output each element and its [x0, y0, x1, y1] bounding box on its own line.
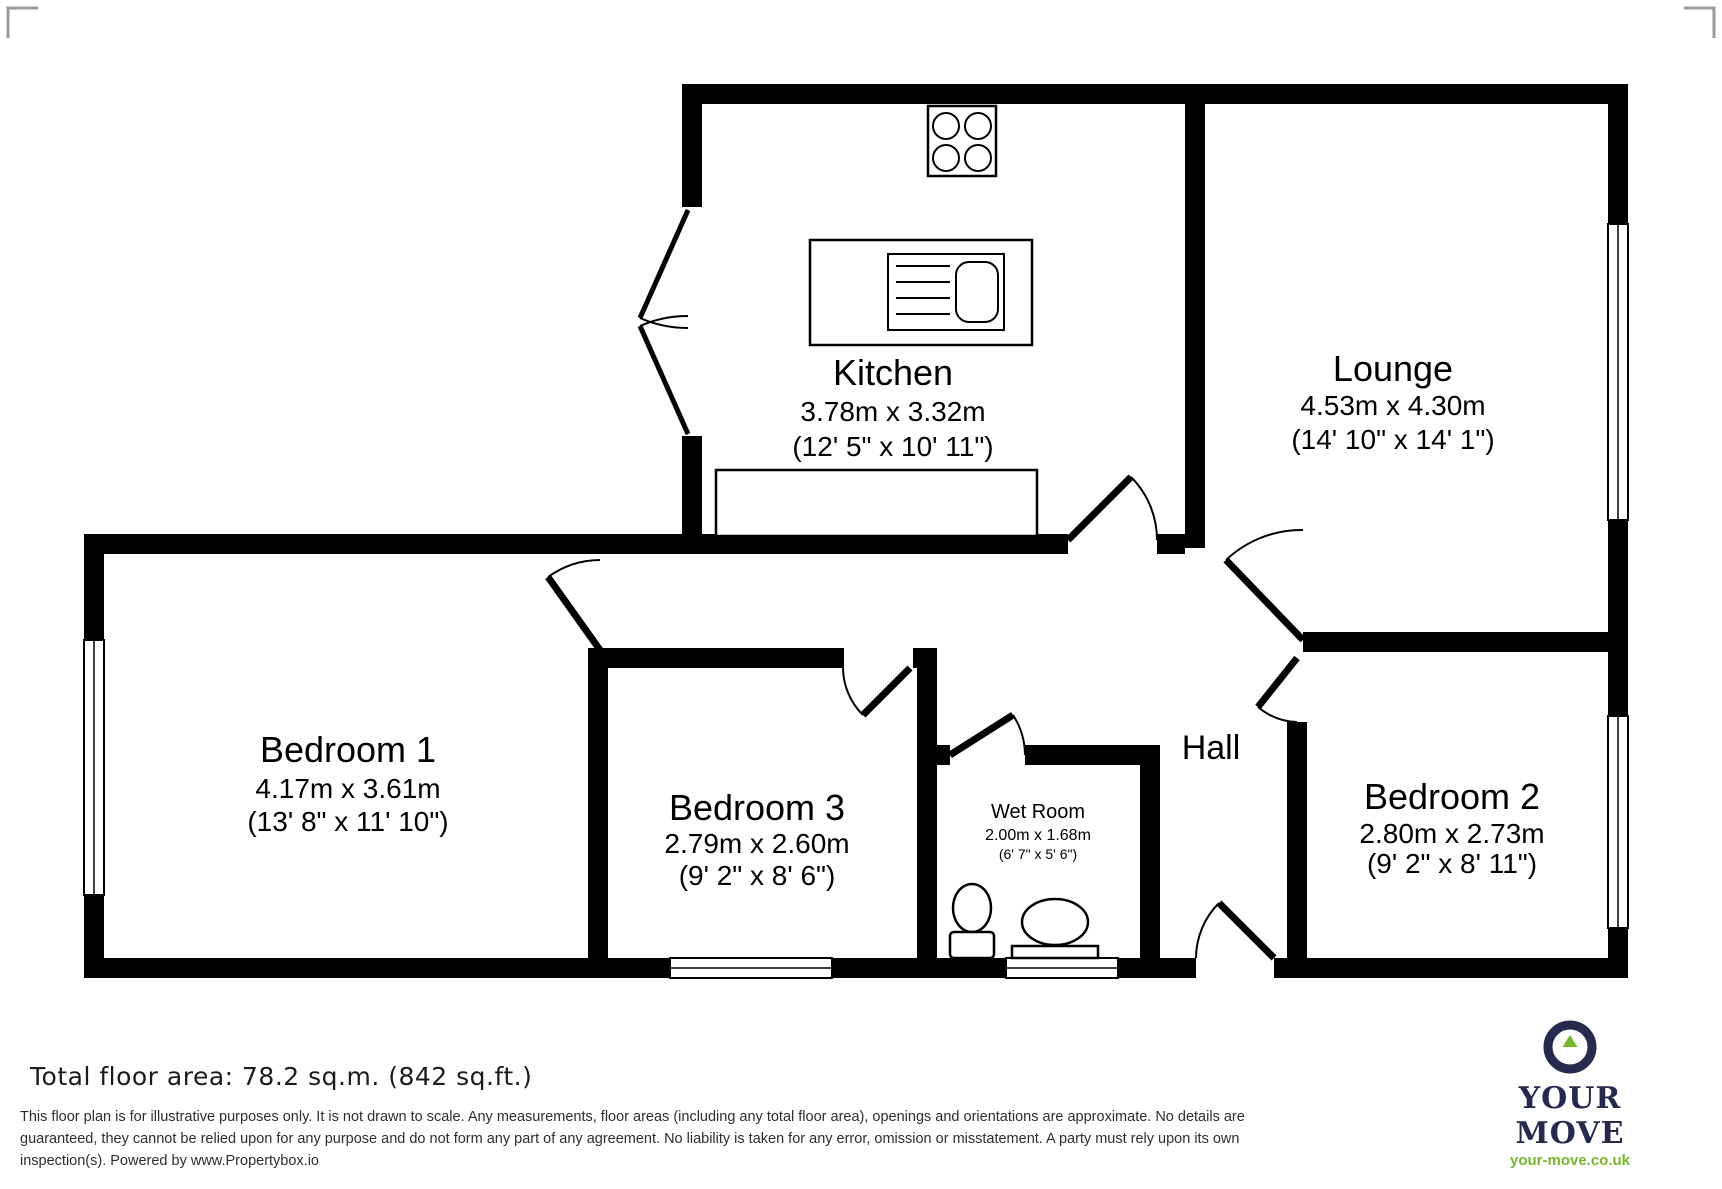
bedroom2-imperial: (9' 2" x 8' 11") [1366, 848, 1538, 879]
bedroom2-metric: 2.80m x 2.73m [1359, 818, 1545, 849]
bedroom1-window [84, 640, 104, 895]
kitchen-label: Kitchen [832, 352, 954, 393]
wet-room-imperial: (6' 7" x 5' 6") [998, 846, 1078, 862]
lounge-window [1608, 224, 1628, 520]
bedroom1-imperial: (13' 8" x 11' 10") [247, 806, 449, 837]
room-labels [247, 348, 1544, 891]
your-move-ring-icon [1543, 1020, 1597, 1074]
kitchen-metric: 3.78m x 3.32m [800, 396, 986, 427]
bedroom2-window [1608, 716, 1628, 928]
kitchen-french-doors [640, 210, 688, 434]
lounge-label: Lounge [1332, 348, 1454, 389]
cropmark-top-right [1684, 8, 1714, 38]
kitchen-island-sink-icon [810, 240, 1032, 345]
your-move-logo [1470, 1020, 1670, 1169]
wet-room-window [1006, 958, 1118, 978]
bedroom1-label: Bedroom 1 [259, 729, 437, 770]
bedroom3-door [843, 668, 910, 715]
wet-room-door [950, 715, 1025, 755]
bedroom3-imperial: (9' 2" x 8' 6") [678, 860, 836, 891]
hall-label: Hall [1181, 729, 1241, 767]
bedroom3-label: Bedroom 3 [668, 787, 846, 828]
kitchen-counter [716, 470, 1037, 536]
bedroom1-metric: 4.17m x 3.61m [255, 773, 441, 804]
toilet-icon [950, 884, 994, 958]
front-door [1196, 903, 1274, 958]
brand-wordmark: YOUR MOVE [1515, 1081, 1625, 1151]
hob-icon [928, 106, 996, 176]
lounge-metric: 4.53m x 4.30m [1300, 390, 1486, 421]
bedroom1-door [548, 560, 600, 650]
bedroom3-window [670, 958, 832, 978]
brand-website: your-move.co.uk [1509, 1152, 1631, 1169]
cropmark-top-left [8, 8, 38, 38]
disclaimer-text: This floor plan is for illustrative purposes only. It is not drawn to scale. Any measurements, floor areas (including any total floor area), openings and orientations are approximate. No details are guaranteed, they cannot be relied upon for any purpose and do not form any part of any agreement. No liability is taken for any error, omission or misstatement. A party must rely upon its own inspection(s). Powered by www.Propertybox.io [20, 1109, 1245, 1169]
kitchen-door [1068, 477, 1157, 540]
wet-room-metric: 2.00m x 1.68m [985, 827, 1091, 844]
kitchen-imperial: (12' 5" x 10' 11") [792, 431, 994, 462]
wet-room-label: Wet Room [990, 801, 1086, 823]
total-floor-area: Total floor area: 78.2 sq.m. (842 sq.ft.) [30, 1062, 533, 1091]
lounge-imperial: (14' 10" x 14' 1") [1291, 424, 1495, 455]
bedroom2-door [1258, 658, 1297, 722]
lounge-door [1226, 530, 1303, 640]
bedroom2-label: Bedroom 2 [1363, 776, 1541, 817]
bedroom3-metric: 2.79m x 2.60m [664, 828, 850, 859]
basin-icon [1012, 899, 1098, 958]
